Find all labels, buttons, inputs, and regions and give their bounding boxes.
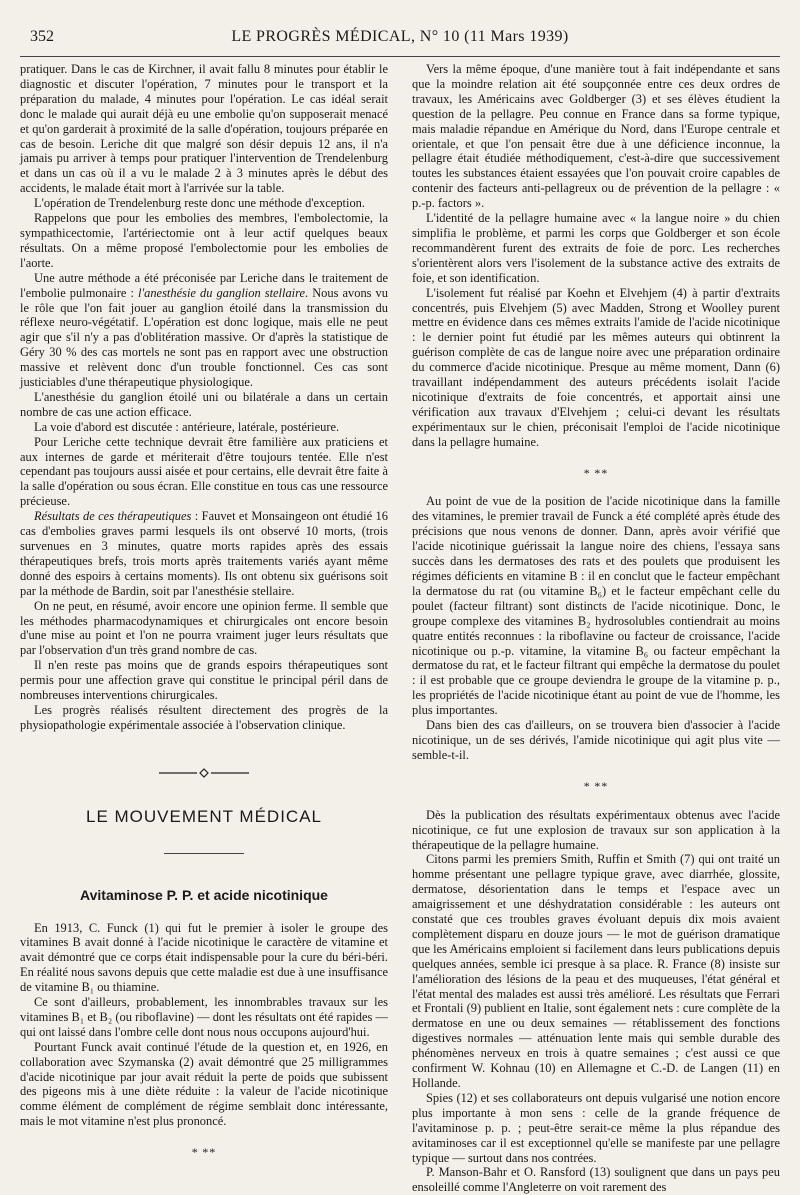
paragraph: Il n'en reste pas moins que de grands espoirs thérapeutiques sont permis pour une affection grave qui constitue le principal péril dans de nombreuses interventions chirurgicales. xyxy=(20,658,388,703)
paragraph: Pour Leriche cette technique devrait être familière aux praticiens et aux internes de garde et mériterait d'être toujours tentée. Elle n'est cependant pas toujours aussi aisée et pour certains, elle devrait être faite à la salle d'opération ou sous écran. Elle constitue en tous cas une ressource précieuse. xyxy=(20,434,388,509)
paragraph: Rappelons que pour les embolies des membres, l'embolectomie, la sympathicectomie, l'artériectomie ont à leur actif quelques beaux résultats. On a même proposé l'embolectomie pour les embolies de l'aorte. xyxy=(20,211,388,270)
section-title: LE MOUVEMENT MÉDICAL xyxy=(85,806,322,826)
paragraph: pratiquer. Dans le cas de Kirchner, il avait fallu 8 minutes pour établir le diagnostic et discuter l'opération, 7 minutes pour le transport et la préparation du malade, 4 minutes pour l'opération. Le cas idéal serait donc le malade qui aurait déjà eu une embolie qu'on supposerait menacé et qu'on garderait à proximité de la salle d'opération, toujours préparée en cas de besoin. Leriche dit que malgré son désir depuis 12 ans, il n'a jamais pu arriver à temps pour pratiquer l'intervention de Trendelenburg et dans un cas où il a vu le malade 2 à 3 minutes après le début des accidents, le malade était mort à l'arrivée sur la table. xyxy=(20,62,388,196)
asterism: * ** xyxy=(191,1145,217,1160)
paragraph: La voie d'abord est discutée : antérieure, latérale, postérieure. xyxy=(34,419,340,434)
article-title: Avitaminose P. P. et acide nicotinique xyxy=(80,886,328,903)
page-header xyxy=(30,28,770,58)
paragraph: L'opération de Trendelenburg reste donc une méthode d'exception. xyxy=(34,196,365,211)
ornament-divider xyxy=(20,767,388,782)
paragraph xyxy=(20,509,388,598)
paragraph: Dès la publication des résultats expérimentaux obtenus avec l'acide nicotinique, ce fut une explosion de travaux sur son application à la thérapeutique de la pellagre humaine. xyxy=(412,807,780,852)
asterism: * ** xyxy=(583,465,609,480)
paragraph: L'anesthésie du ganglion étoilé uni ou bilatérale a dans un certain nombre de cas une action efficace. xyxy=(20,389,388,419)
paragraph: Vers la même époque, d'une manière tout à fait indépendante et sans que la moindre relation ait été soupçonnée entre ces deux ordres de travaux, les Américains avec Goldberger (3) et ses élèves étudient la question de la pellagre. Peu connue en France dans sa forme typique, mais maladie répandue en Amérique du Nord, dans l'Europe centrale et orientale, et que l'on pensait être due à une déficience inconnue, la pellagre était étudiée méthodiquement, c'est-à-dire que successivement toutes les substances étaient essayées que l'on pouvait croire capables de contenir des facteurs anti-pellagreux ou de prévention de la pellagre : « p.-p. factors ». xyxy=(412,62,780,211)
text-run: Une autre méthode a été préconisée par Leriche dans le traitement de l'embolie pulmonaire : xyxy=(20,270,388,300)
text-run: . Nous avons vu le rôle que l'on fait jouer au ganglion étoilé dans la transmission du réflexe neuro-végétatif. L'opération est donc logique, mais elle ne peut agir que s'il n'y a pas d'oblitération massive. Or d'après la statistique de Géry 30 % des cas mortels ne sont pas en rapport avec une obstruction massive et relèvent donc d'un trouble fonctionnel. Ces cas sont justiciables d'une thérapeutique physiologique. xyxy=(20,285,388,390)
right-column xyxy=(412,62,780,1195)
paragraph: Dans bien des cas d'ailleurs, on se trouvera bien d'associer à l'acide nicotinique, un de ses dérivés, l'amide nicotinique qui agit plus vite — semble-t-il. xyxy=(412,718,780,762)
paragraph: On ne peut, en résumé, avoir encore une opinion ferme. Il semble que les méthodes pharmacodynamiques et chirurgicales ont encore besoin d'une mise au point et l'on ne pourra vraiment juger leurs résultats que par l'observation d'un très grand nombre de cas. xyxy=(20,598,388,658)
italic-phrase: l'anesthésie du ganglion stellaire xyxy=(138,285,306,300)
paragraph: L'identité de la pellagre humaine avec « la langue noire » du chien simplifia le problème, et parmi les corps que Goldberger et son école recommandèrent furent des extraits de foie de porc. Les recherches s'orientèrent alors vers l'isolement de la substance active des extraits de foie, et son identification. xyxy=(412,211,780,285)
paragraph: Ce sont d'ailleurs, probablement, les innombrables travaux sur les vitamines B₁ et B₂ (ou riboflavine) — dont les résultats ont été rapides — qui ont laissé dans l'ombre celle dont nous nous occupons aujourd'hui. xyxy=(20,995,388,1039)
paragraph: Les progrès réalisés résultent directement des progrès de la physiopathologie expérimentale associée à l'observation clinique. xyxy=(20,702,388,732)
paragraph: Pourtant Funck avait continué l'étude de la question et, en 1926, en collaboration avec Szymanska (2) avait démontré que 25 milligrammes d'acide nicotinique par jour avait réduit la perte de poids que subissent des pigeons mis à une diète réduite : la valeur de l'acide nicotinique comme élément de complément de régime semblait donc intéressante, mais le mot vitamine n'est plus prononcé. xyxy=(20,1039,388,1129)
paragraph: Citons parmi les premiers Smith, Ruffin et Smith (7) qui ont traité un homme présentant une pellagre typique grave, avec diarrhée, glossite, dermatose, désorientation dans le temps et l'espace avec un amaigrissement et une déshydratation considérable : les auteurs ont constaté que ces troubles graves évoluant depuis dix mois avaient complètement disparu en douze jours — le mot de guérison dramatique que les Américains emploient si facilement dans leurs publications depuis quelques années, semble ici presque à sa place. R. France (8) insiste sur l'amélioration des lésions de la peau et des muqueuses, l'état général et l'état mental des malades est aussi très amélioré. Les résultats que Ferrari et Frontali (9) publient en Italie, sont également nets : cure complète de la dermatose en une ou deux semaines — rétablissement des fonctions digestives normales — atténuation lente mais qui semble durable des phénomènes nerveux en trois à quatre semaines ; c'est aussi ce que confirment W. Kohnau (10) en Allemagne et C.-D. de Langen (11) en Hollande. xyxy=(412,852,780,1090)
paragraph: Au point de vue de la position de l'acide nicotinique dans la famille des vitamines, le premier travail de Funck a été complété après étude des précisions que nous venons de donner. Dann, après avoir vérifié que l'acide nicotinique guérissait la langue noire des chiens, l'essaya sans succès dans les dermatoses des rats et des poulets que produisent les régimes déficients en vitamine B : il en conclut que le facteur empêchant la dermatose du rat (ou vitamine B₆) et le facteur empêchant celle du poulet (facteur filtrant) sont distincts de l'acide nicotinique. Donc, le groupe complexe des vitamines B₂ hydrosolubles contiendrait au moins quatre entités reconnues : la riboflavine ou facteur de croissance, l'acide nicotinique ou p.-p. vitamine, la vitamine B₆ ou facteur empêchant la dermatose du rat, et le facteur filtrant qui empêche la dermatose du poulet : il est probable que ce groupe deviendra le groupe de la vitamine p. p., les propriétés de l'acide nicotinique étant au point de vue de l'homme, les plus importantes. xyxy=(412,494,780,718)
text-run: : Fauvet et Monsaingeon ont étudié 16 cas d'embolies graves parmi lesquels ils ont observé 10 morts, (trois survenues en 3 minutes, quatre morts rapides après des essais thérapeutiques brefs, trois morts après traitements variés ayant même donné des espoirs à certains moments). Ils ont obtenu six guérisons soit par la méthode de Bardin, soit par l'anesthésie stellaire. xyxy=(20,509,388,598)
paragraph: Spies (12) et ses collaborateurs ont depuis vulgarisé une notion encore plus importante à mon sens : celle de la grande fréquence de l'avitaminose p. p. ; peut-être serait-ce même la plus répandue des avitaminoses car il est exceptionnel qu'elle se manifeste par une pellagre typique — surtout dans nos contrées. xyxy=(412,1090,780,1165)
paragraph: P. Manson-Bahr et O. Ransford (13) soulignent que dans un pays peu ensoleillé comme l'Angleterre on voit rarement des xyxy=(412,1165,780,1195)
left-column xyxy=(20,62,388,1174)
running-title: LE PROGRÈS MÉDICAL, N° 10 (11 Mars 1939) xyxy=(231,28,569,45)
paragraph xyxy=(20,271,388,390)
page-number: 352 xyxy=(30,28,54,45)
header-rule xyxy=(20,56,780,57)
italic-phrase: Résultats de ces thérapeutiques xyxy=(34,509,192,524)
asterism: * ** xyxy=(583,778,609,793)
ornament-icon xyxy=(159,768,249,778)
paragraph: En 1913, C. Funck (1) qui fut le premier à isoler le groupe des vitamines B avait donné à l'acide nicotinique le caractère de vitamine et avait démontré que ce corps était indispensable pour la cure du béri-béri. En réalité nous savons depuis que cette maladie est due à une insuffisance de vitamine B₁ ou thiamine. xyxy=(20,920,388,995)
paragraph: L'isolement fut réalisé par Koehn et Elvehjem (4) à partir d'extraits concentrés, puis Elvehjem (5) avec Madden, Strong et Woolley purent mettre en évidence dans ces mêmes extraits l'amide de l'acide nicotinique : le dernier point fut étudié par les mêmes auteurs qui obtinrent la guérison complète de cas de langue noire avec une préparation ordinaire du commerce d'acide nicotinique. Presque au même moment, Dann (6) travaillant indépendamment des auteurs précédents isolait l'acide nicotinique d'extraits de foie concentrés, et apportait ainsi une vérification aux travaux d'Elvehjem ; celui-ci devant les résultats expérimentaux sur le chien, préconisait l'emploi de l'acide nicotinique dans la pellagre humaine. xyxy=(412,285,780,449)
section-rule xyxy=(164,853,244,854)
